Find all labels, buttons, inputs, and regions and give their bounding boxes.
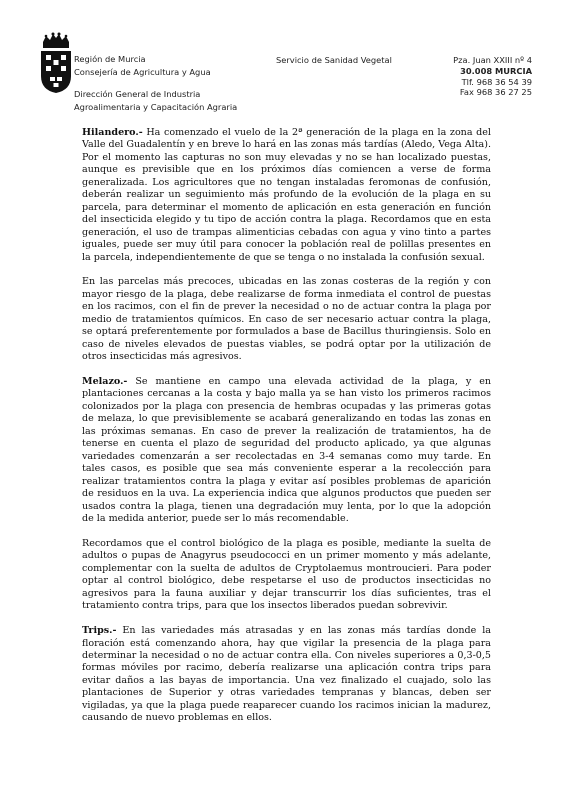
region-of-murcia-coat-of-arms-icon <box>40 32 72 94</box>
postcode-city: 30.008 MURCIA <box>460 65 532 76</box>
paragraph-text: Recordamos que el control biológico de la plaga es posible, mediante la suelta de adultos o pupas de Anagyrus pseudococci en un primer momento y más adelante, complementar con la suelta de adultos de Cryptolaemus montroucieri. Para poder optar al control biológico, debe respetarse el uso de productos insecticidas no agresivos para la fauna auxiliar y dejar transcurrir los días suficientes, tras el tratamiento contra trips, para que los insectos liberados puedan sobrevivir. <box>82 537 491 612</box>
bulletin-body <box>82 127 491 737</box>
paragraph-hilandero <box>82 127 491 264</box>
service-name: Servicio de Sanidad Vegetal <box>276 55 392 65</box>
address: Pza. Juan XXIII nº 4 <box>453 55 532 65</box>
department-name: Consejería de Agricultura y Agua <box>74 66 211 77</box>
institution-block <box>74 53 237 113</box>
paragraph-text: Ha comenzado el vuelo de la 2ª generación de la plaga en la zona del Valle del Guadalentín y en breve lo hará en las zonas más tardías (Aledo, Vega Alta). Por el momento las capturas no son muy elevadas y no se han localizado puestas, aunque es previsible que en los próximos días comiencen a verse de forma generalizada. Los agricultores que no tengan instaladas feromonas de confusión, deberán realizar un seguimiento más profundo de la evolución de la plaga en su parcela, para determinar el momento de aplicación en esta generación en función del insecticida elegido y tu tipo de acción contra la plaga. Recordamos que en esta generación, el uso de trampas alimenticias cebadas con agua y vino tinto a partes iguales, puede ser muy útil para conocer la población real de polillas presentes en la parcela, independientemente de que se tenga o no instalada la confusión sexual. <box>82 127 491 263</box>
contact-block <box>453 55 532 98</box>
paragraph-hilandero-coastal <box>82 276 491 363</box>
directorate-line-1: Dirección General de Industria <box>74 89 201 99</box>
phone: Tlf. 968 36 54 39 <box>461 76 532 87</box>
fax: Fax 968 36 27 25 <box>459 87 532 98</box>
paragraph-text: En las variedades más atrasadas y en las zonas más tardías donde la floración está comenzando ahora, hay que vigilar la presencia de la plaga para determinar la necesidad o no de actuar contra ella. Con niveles superiores a 0,3-0,5 formas móviles por racimo, debería realizarse una aplicación contra trips para evitar daños a las bayas de importancia. Una vez finalizado el cuajado, solo las plantaciones de Superior y otras variedades tempranas y blancas, deben ser vigiladas, ya que la plaga puede reaparecer cuando los racimos inician la madurez, causando de nuevo problemas en ellos. <box>82 625 491 724</box>
section-title: Hilandero.- <box>82 127 143 138</box>
paragraph-melazo-biological <box>82 538 491 613</box>
paragraph-text: En las parcelas más precoces, ubicadas en las zonas costeras de la región y con mayor riesgo de la plaga, debe realizarse de forma inmediata el control de puestas en los racimos, con el fin de prever la necesidad o no de actuar contra la plaga por medio de tratamientos químicos. En caso de ser necesario actuar contra la plaga, se optará preferentemente por formulados a base de Bacillus thuringiensis. Solo en caso de niveles elevados de puestas viables, se podrá optar por la utilización de otros insecticidas más agresivos. <box>82 276 491 363</box>
paragraph-melazo <box>82 376 491 525</box>
directorate-line-2: Agroalimentaria y Capacitación Agraria <box>74 101 238 112</box>
section-title: Trips.- <box>82 625 117 637</box>
paragraph-text: Se mantiene en campo una elevada actividad de la plaga, y en plantaciones cercanas a la costa y bajo malla ya se han visto los primeros racimos colonizados por la plaga con presencia de hembras ocupadas y las primeras gotas de melaza, lo que previsiblemente se acabará generalizando en todas las zonas en las próximas semanas. En caso de prever la realización de tratamientos, ha de tenerse en cuenta el plazo de seguridad del producto aplicado, ya que algunas variedades comenzarán a ser recolectadas en 3-4 semanas como muy tarde. En tales casos, es posible que sea más conveniente esperar a la recolección para realizar tratamientos contra la plaga y evitar así posibles problemas de aparición de residuos en la uva. La experiencia indica que algunos productos que pueden ser usados contra la plaga, tienen una degradación muy lenta, por lo que la adopción de la medida anterior, puede ser lo más recomendable. <box>82 376 491 525</box>
paragraph-trips <box>82 625 491 725</box>
section-title: Melazo.- <box>82 376 128 388</box>
region-name: Región de Murcia <box>74 54 146 64</box>
